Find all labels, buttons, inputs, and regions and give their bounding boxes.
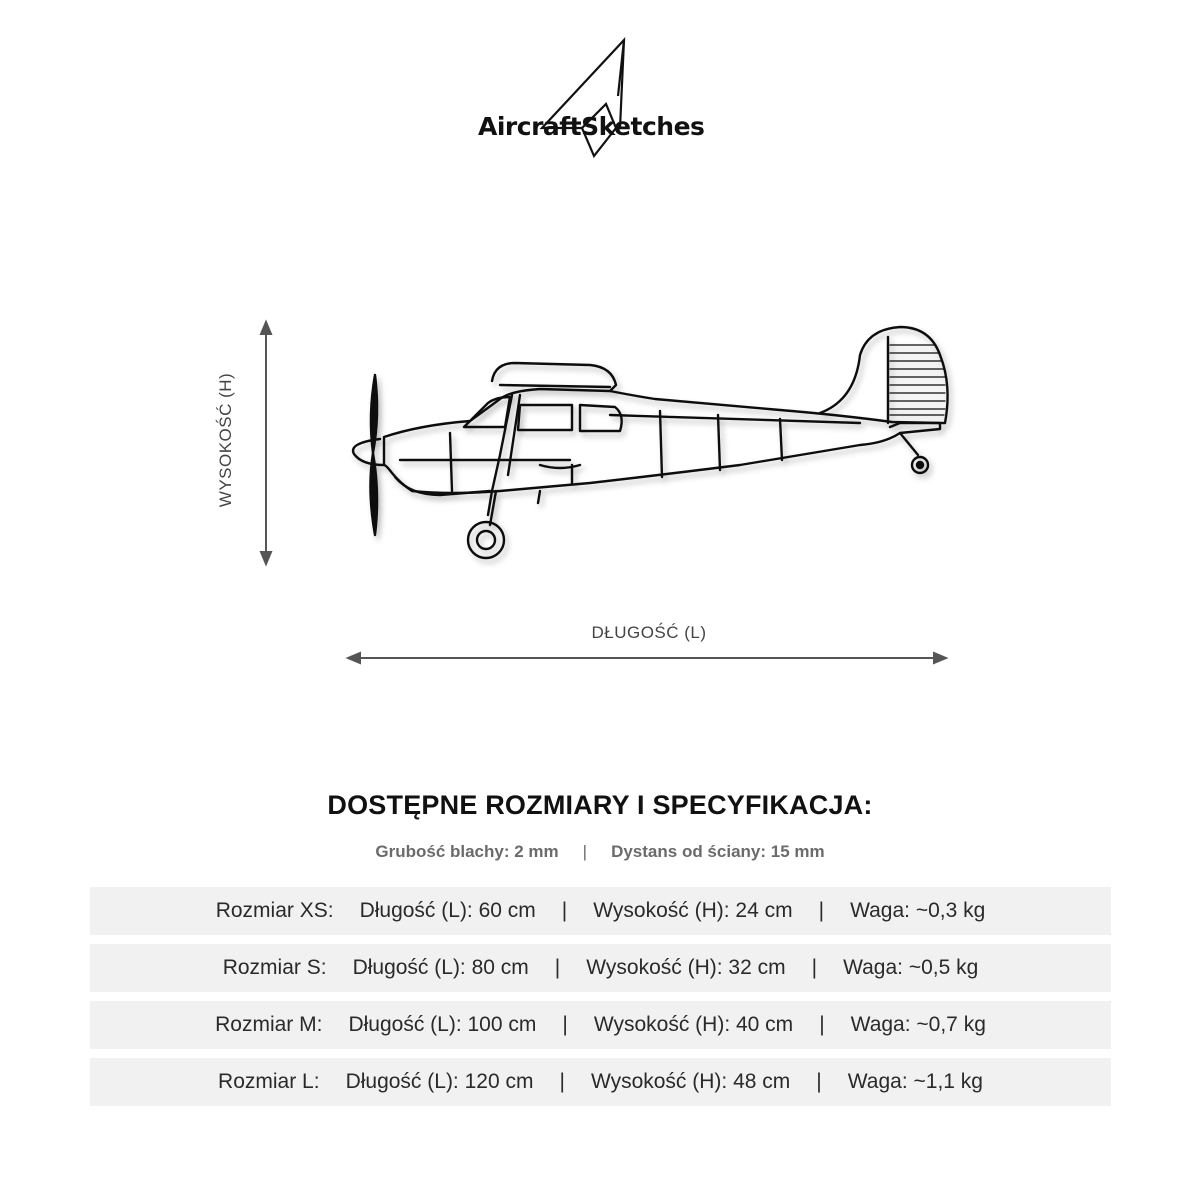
separator: |: [562, 1013, 568, 1036]
size-row-l: [90, 1058, 1111, 1106]
size-height: Wysokość (H): 40 cm: [593, 1013, 794, 1036]
size-weight: Waga: ~0,5 kg: [843, 956, 979, 979]
separator: |: [582, 842, 588, 861]
separator: |: [819, 1013, 825, 1036]
size-table: [90, 887, 1111, 1115]
size-length: Długość (L): 80 cm: [352, 956, 529, 979]
size-weight: Waga: ~0,7 kg: [850, 1013, 986, 1036]
thickness-spec: Grubość blachy: 2 mm: [375, 842, 559, 861]
size-row-s: [90, 944, 1111, 992]
size-length: Długość (L): 120 cm: [345, 1070, 534, 1093]
size-height: Wysokość (H): 48 cm: [590, 1070, 791, 1093]
length-dimension-label: DŁUGOŚĆ (L): [591, 623, 707, 642]
aircraft-illustration: [340, 315, 960, 580]
separator: |: [818, 899, 825, 922]
separator: |: [811, 956, 818, 979]
size-weight: Waga: ~0,3 kg: [850, 899, 986, 922]
height-dimension-label: WYSOKOŚĆ (H): [216, 372, 235, 508]
wall-distance-spec: Dystans od ściany: 15 mm: [611, 842, 825, 861]
logo-emblem: [470, 36, 730, 160]
specs-title: DOSTĘPNE ROZMIARY I SPECYFIKACJA:: [327, 790, 873, 820]
size-name: Rozmiar XS:: [215, 899, 334, 922]
size-length: Długość (L): 60 cm: [359, 899, 536, 922]
separator: |: [561, 899, 568, 922]
logo-text: AircraftSketches: [478, 112, 705, 141]
size-name: Rozmiar S:: [222, 956, 327, 979]
size-name: Rozmiar L:: [218, 1070, 320, 1093]
separator: |: [816, 1070, 822, 1093]
size-row-xs: [90, 887, 1111, 935]
size-height: Wysokość (H): 24 cm: [593, 899, 793, 922]
separator: |: [554, 956, 561, 979]
size-row-m: [90, 1001, 1111, 1049]
brand-logo: [470, 36, 730, 160]
size-weight: Waga: ~1,1 kg: [847, 1070, 983, 1093]
specs-subtitle: [0, 842, 1200, 862]
separator: |: [559, 1070, 565, 1093]
size-height: Wysokość (H): 32 cm: [586, 956, 786, 979]
size-name: Rozmiar M:: [215, 1013, 323, 1036]
size-length: Długość (L): 100 cm: [348, 1013, 537, 1036]
